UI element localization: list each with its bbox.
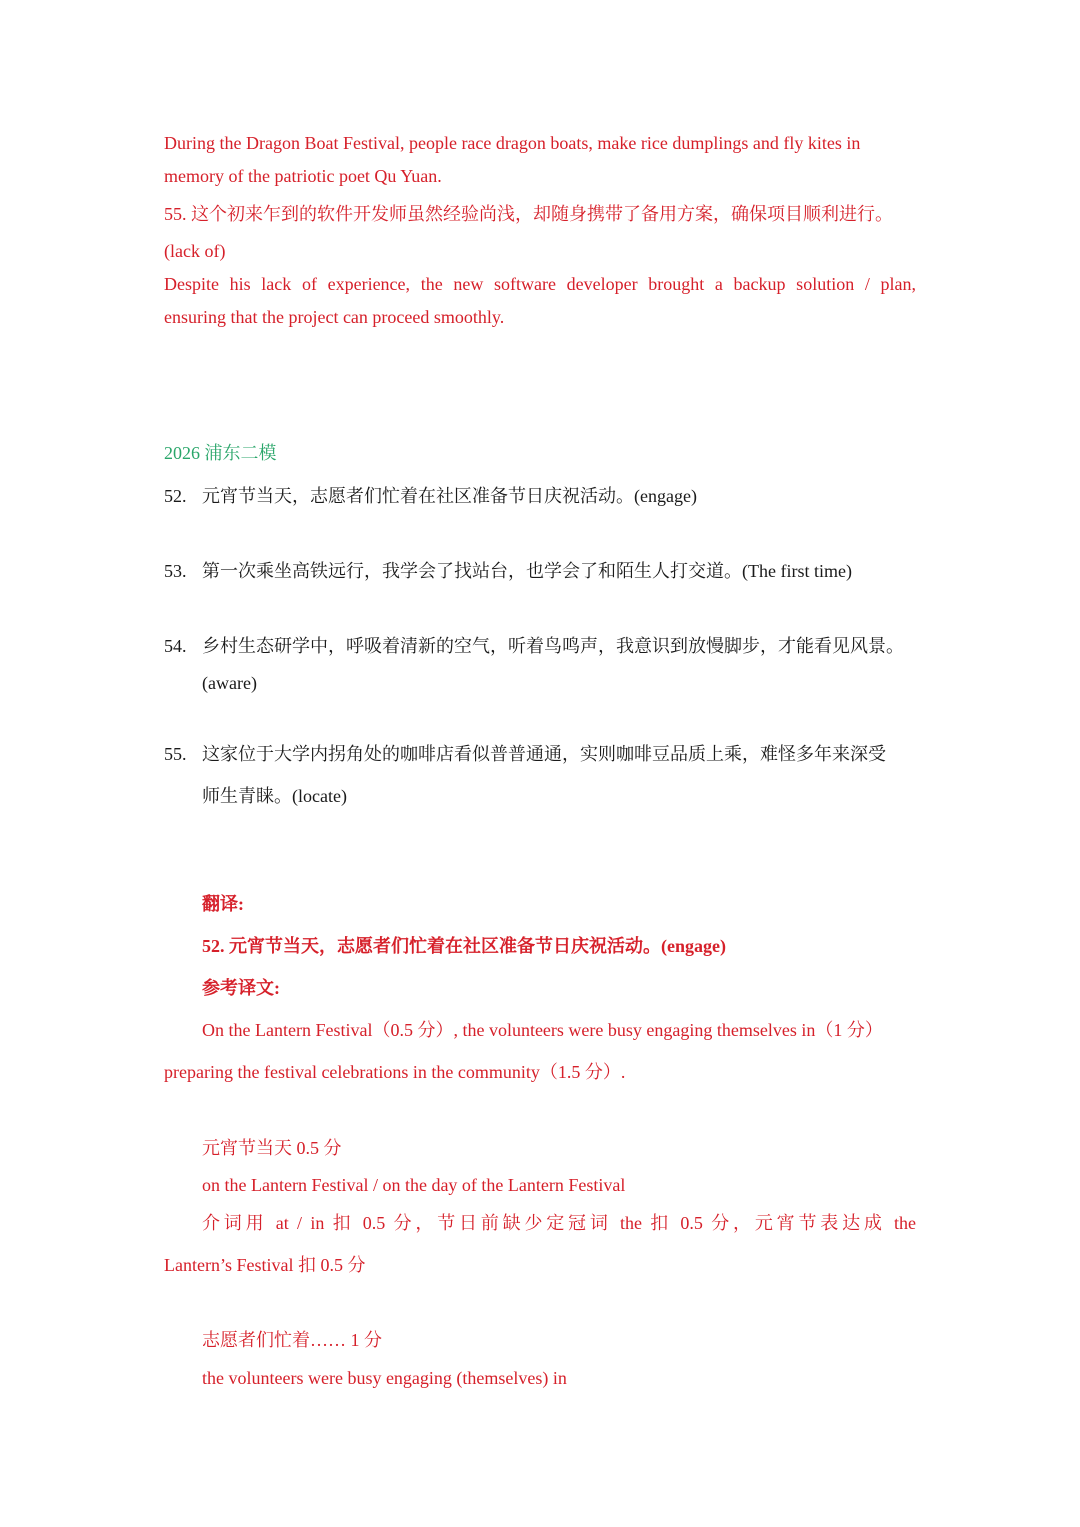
question-text: 第一次乘坐高铁远行，我学会了找站台，也学会了和陌生人打交道。(The first time) [202,561,852,581]
question-54 [164,634,904,658]
point2-answer: the volunteers were busy engaging (themselves) in [202,1368,567,1388]
question-52 [164,484,697,508]
question-number: 52. [164,486,187,506]
point1-title: 元宵节当天 0.5 分 [202,1138,342,1158]
point1-answer: on the Lantern Festival / on the day of the Lantern Festival [202,1175,626,1195]
q55-prev-chinese: 55. 这个初来乍到的软件开发师虽然经验尚浅，却随身携带了备用方案，确保项目顺利进行。 [164,204,893,224]
question-number: 55. [164,744,187,764]
point1-note2: Lantern’s Festival 扣 0.5 分 [164,1255,366,1275]
question-text: 元宵节当天，志愿者们忙着在社区准备节日庆祝活动。(engage) [202,486,697,506]
reference-label: 参考译文: [202,978,280,998]
reference-line2: preparing the festival celebrations in the community（1.5 分）. [164,1062,626,1082]
prev-answer-line1: During the Dragon Boat Festival, people race dragon boats, make rice dumplings and fly kites in [164,133,861,153]
section-title: 2026 浦东二模 [164,443,277,463]
question-55 [164,742,886,766]
question-number: 53. [164,561,187,581]
q55-prev-hint: (lack of) [164,241,226,261]
question-text: 这家位于大学内拐角处的咖啡店看似普普通通，实则咖啡豆品质上乘，难怪多年来深受 [202,744,886,764]
question-text: 乡村生态研学中，呼吸着清新的空气，听着鸟鸣声，我意识到放慢脚步，才能看见风景。 [202,636,904,656]
question-53 [164,559,852,583]
question-number: 54. [164,636,187,656]
question-55-line2: 师生青睐。(locate) [202,786,347,806]
reference-line1: On the Lantern Festival（0.5 分）, the volunteers were busy engaging themselves in（1 分） [202,1020,883,1040]
q55-prev-answer-line2: ensuring that the project can proceed smoothly. [164,307,505,327]
point2-title: 志愿者们忙着…… 1 分 [202,1330,382,1350]
translation-q52: 52. 元宵节当天，志愿者们忙着在社区准备节日庆祝活动。(engage) [202,936,726,956]
q55-prev-answer-line1: Despite his lack of experience, the new software developer brought a backup solution / plan, [164,274,916,294]
point1-note1: 介词用 at / in 扣 0.5 分，节日前缺少定冠词 the 扣 0.5 分，元宵节表达成 the [202,1213,916,1233]
translation-heading: 翻译: [202,894,244,914]
prev-answer-line2: memory of the patriotic poet Qu Yuan. [164,166,442,186]
question-54-hint: (aware) [202,673,257,693]
